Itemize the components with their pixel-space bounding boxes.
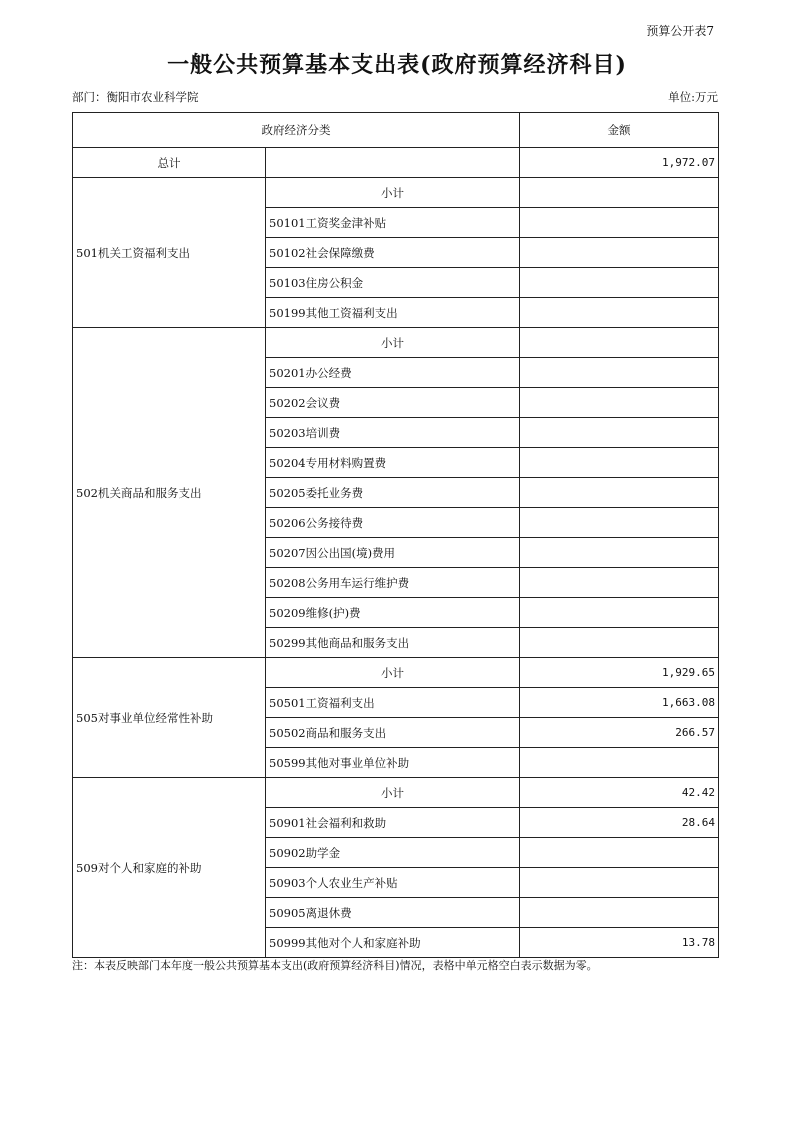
budget-table [72, 112, 719, 958]
amount-cell [520, 568, 719, 598]
table-row [73, 178, 719, 208]
item-label: 50999其他对个人和家庭补助 [266, 928, 520, 958]
category-cell: 505对事业单位经常性补助 [73, 658, 266, 778]
amount-cell: 13.78 [520, 928, 719, 958]
table-row [73, 658, 719, 688]
total-label: 总计 [73, 148, 266, 178]
total-amount: 1,972.07 [520, 148, 719, 178]
amount-cell [520, 448, 719, 478]
item-label: 50502商品和服务支出 [266, 718, 520, 748]
item-label: 50207因公出国(境)费用 [266, 538, 520, 568]
category-cell: 509对个人和家庭的补助 [73, 778, 266, 958]
amount-cell [520, 628, 719, 658]
column-header-amount: 金额 [520, 113, 719, 148]
item-label: 50205委托业务费 [266, 478, 520, 508]
amount-cell [520, 418, 719, 448]
footnote: 注：本表反映部门本年度一般公共预算基本支出(政府预算经济科目)情况，表格中单元格空白表示数据为零。 [72, 959, 598, 972]
item-label: 50501工资福利支出 [266, 688, 520, 718]
item-label: 50299其他商品和服务支出 [266, 628, 520, 658]
amount-cell [520, 898, 719, 928]
amount-cell: 1,929.65 [520, 658, 719, 688]
category-cell: 502机关商品和服务支出 [73, 328, 266, 658]
total-row [73, 148, 719, 178]
amount-cell [520, 748, 719, 778]
item-label: 50199其他工资福利支出 [266, 298, 520, 328]
subtotal-label: 小计 [266, 658, 520, 688]
category-cell: 501机关工资福利支出 [73, 178, 266, 328]
amount-cell [520, 298, 719, 328]
amount-cell [520, 208, 719, 238]
table-row [73, 778, 719, 808]
item-label: 50903个人农业生产补贴 [266, 868, 520, 898]
item-label: 50901社会福利和救助 [266, 808, 520, 838]
item-label: 50203培训费 [266, 418, 520, 448]
item-label: 50905离退休费 [266, 898, 520, 928]
amount-cell [520, 358, 719, 388]
table-number: 预算公开表7 [646, 24, 714, 38]
item-label: 50209维修(护)费 [266, 598, 520, 628]
item-label: 50103住房公积金 [266, 268, 520, 298]
item-label: 50902助学金 [266, 838, 520, 868]
header-row [73, 113, 719, 148]
item-label: 50101工资奖金津补贴 [266, 208, 520, 238]
subtotal-label: 小计 [266, 178, 520, 208]
item-label: 50202会议费 [266, 388, 520, 418]
item-label: 50204专用材料购置费 [266, 448, 520, 478]
subtotal-label: 小计 [266, 778, 520, 808]
amount-cell: 28.64 [520, 808, 719, 838]
page-title: 一般公共预算基本支出表(政府预算经济科目) [167, 52, 627, 78]
amount-cell: 266.57 [520, 718, 719, 748]
item-label: 50201办公经费 [266, 358, 520, 388]
amount-cell: 42.42 [520, 778, 719, 808]
item-label: 50208公务用车运行维护费 [266, 568, 520, 598]
amount-cell [520, 178, 719, 208]
table-row [73, 328, 719, 358]
amount-cell [520, 238, 719, 268]
amount-cell [520, 538, 719, 568]
total-blank-cell [266, 148, 520, 178]
unit-label: 单位:万元 [668, 90, 718, 104]
amount-cell [520, 388, 719, 418]
amount-cell [520, 598, 719, 628]
amount-cell [520, 268, 719, 298]
amount-cell [520, 868, 719, 898]
amount-cell: 1,663.08 [520, 688, 719, 718]
item-label: 50599其他对事业单位补助 [266, 748, 520, 778]
column-header-category: 政府经济分类 [73, 113, 520, 148]
department-label: 部门：衡阳市农业科学院 [72, 90, 199, 104]
amount-cell [520, 508, 719, 538]
amount-cell [520, 838, 719, 868]
amount-cell [520, 478, 719, 508]
item-label: 50206公务接待费 [266, 508, 520, 538]
subtotal-label: 小计 [266, 328, 520, 358]
amount-cell [520, 328, 719, 358]
item-label: 50102社会保障缴费 [266, 238, 520, 268]
